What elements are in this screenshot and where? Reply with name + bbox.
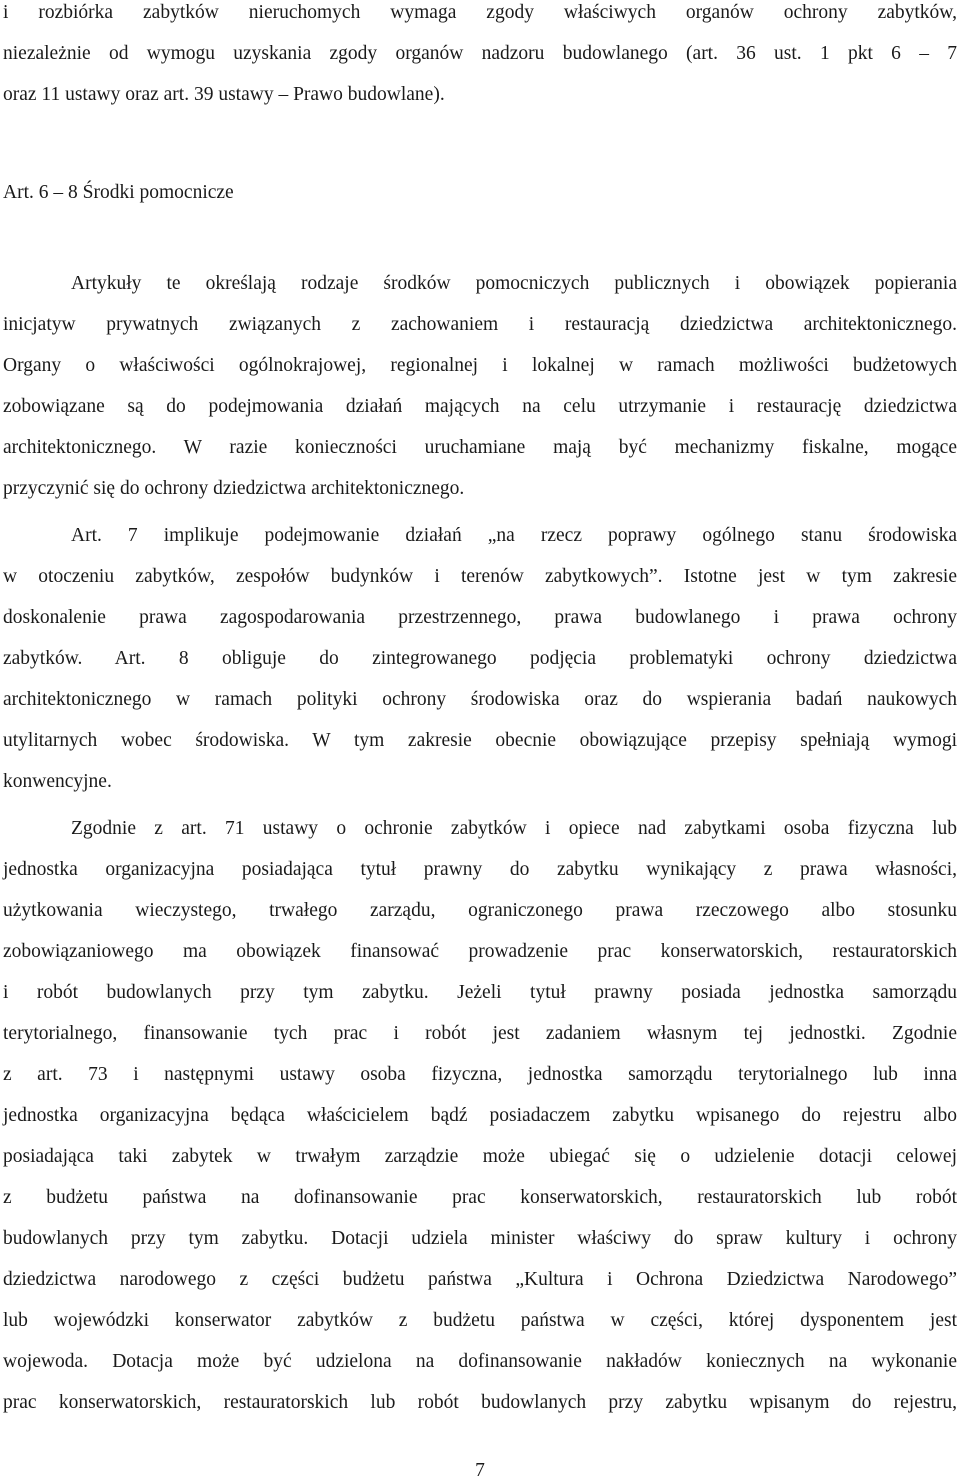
text-line: budowlanych przy tym zabytku. Dotacji udziela minister właściwy do spraw kultury i ochrony — [3, 1228, 957, 1249]
text-line: niezależnie od wymogu uzyskania zgody organów nadzoru budowlanego (art. 36 ust. 1 pkt 6 – 7 — [3, 43, 957, 64]
text-line: zabytków. Art. 8 obliguje do zintegrowanego podjęcia problematyki ochrony dziedzictwa — [3, 648, 957, 669]
text-line: posiadająca taki zabytek w trwałym zarządzie może ubiegać się o udzielenie dotacji celowej — [3, 1146, 957, 1167]
text-line: i rozbiórka zabytków nieruchomych wymaga zgody właściwych organów ochrony zabytków, — [3, 2, 957, 23]
text-line: i robót budowlanych przy tym zabytku. Jeżeli tytuł prawny posiada jednostka samorządu — [3, 982, 957, 1003]
text-line: inicjatyw prywatnych związanych z zachowaniem i restauracją dziedzictwa architektonicznego. — [3, 314, 957, 335]
text-line: Artykuły te określają rodzaje środków pomocniczych publicznych i obowiązek popierania — [71, 273, 957, 294]
page-number: 7 — [475, 1460, 485, 1481]
text-line: Zgodnie z art. 71 ustawy o ochronie zabytków i opiece nad zabytkami osoba fizyczna lub — [71, 818, 957, 839]
text-line: prac konserwatorskich, restauratorskich lub robót budowlanych przy zabytku wpisanym do rejestru, — [3, 1392, 957, 1413]
text-line: jednostka organizacyjna posiadająca tytuł prawny do zabytku wynikający z prawa własności, — [3, 859, 957, 880]
text-line: przyczynić się do ochrony dziedzictwa architektonicznego. — [3, 478, 465, 499]
text-line: konwencyjne. — [3, 771, 112, 792]
text-line: doskonalenie prawa zagospodarowania przestrzennego, prawa budowlanego i prawa ochrony — [3, 607, 957, 628]
text-line: utylitarnych wobec środowiska. W tym zakresie obecnie obowiązujące przepisy spełniają wymogi — [3, 730, 957, 751]
text-line: architektonicznego w ramach polityki ochrony środowiska oraz do wspierania badań naukowych — [3, 689, 957, 710]
text-line: Art. 7 implikuje podejmowanie działań „na rzecz poprawy ogólnego stanu środowiska — [71, 525, 957, 546]
text-line: oraz 11 ustawy oraz art. 39 ustawy – Prawo budowlane). — [3, 84, 445, 105]
text-line: lub wojewódzki konserwator zabytków z budżetu państwa w części, której dysponentem jest — [3, 1310, 957, 1331]
section-heading: Art. 6 – 8 Środki pomocnicze — [3, 182, 234, 203]
text-line: zobowiązaniowego ma obowiązek finansować prowadzenie prac konserwatorskich, restauratorskich — [3, 941, 957, 962]
text-line: wojewoda. Dotacja może być udzielona na dofinansowanie nakładów koniecznych na wykonanie — [3, 1351, 957, 1372]
text-line: Organy o właściwości ogólnokrajowej, regionalnej i lokalnej w ramach możliwości budżetowych — [3, 355, 957, 376]
text-line: zobowiązane są do podejmowania działań mających na celu utrzymanie i restaurację dziedzictwa — [3, 396, 957, 417]
text-line: użytkowania wieczystego, trwałego zarządu, ograniczonego prawa rzeczowego albo stosunku — [3, 900, 957, 921]
text-line: architektonicznego. W razie konieczności uruchamiane mają być mechanizmy fiskalne, mogące — [3, 437, 957, 458]
text-line: z art. 73 i następnymi ustawy osoba fizyczna, jednostka samorządu terytorialnego lub inna — [3, 1064, 957, 1085]
text-line: z budżetu państwa na dofinansowanie prac konserwatorskich, restauratorskich lub robót — [3, 1187, 957, 1208]
text-line: w otoczeniu zabytków, zespołów budynków i terenów zabytkowych”. Istotne jest w tym zakresie — [3, 566, 957, 587]
text-line: dziedzictwa narodowego z części budżetu państwa „Kultura i Ochrona Dziedzictwa Narodowego” — [3, 1269, 957, 1290]
text-line: terytorialnego, finansowanie tych prac i robót jest zadaniem własnym tej jednostki. Zgodnie — [3, 1023, 957, 1044]
text-line: jednostka organizacyjna będąca właścicielem bądź posiadaczem zabytku wpisanego do rejestru albo — [3, 1105, 957, 1126]
